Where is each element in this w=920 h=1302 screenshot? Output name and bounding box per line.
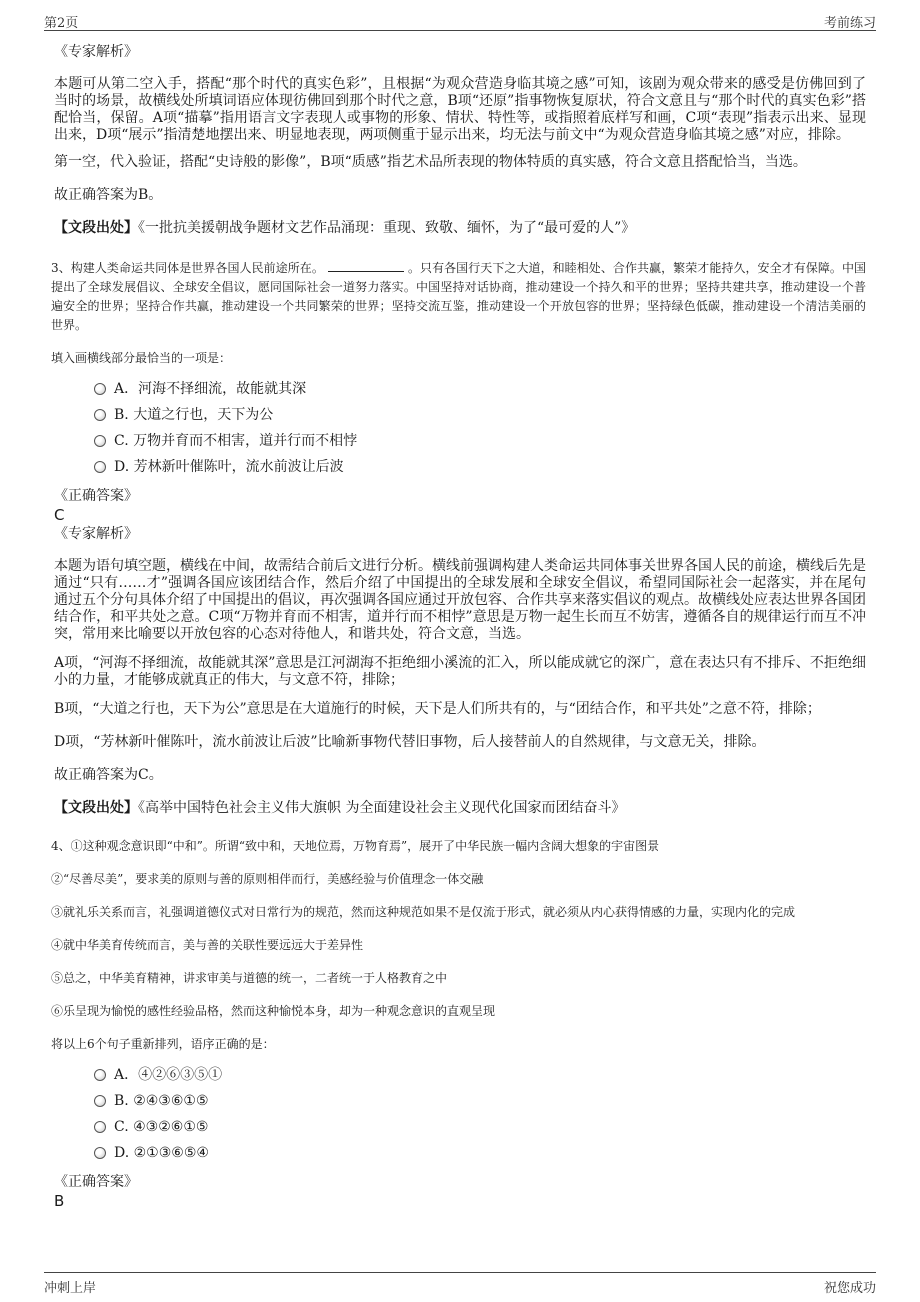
q4-sentence-5: ⑤总之，中华美育精神，讲求审美与道德的统一，二者统一于人格教育之中 bbox=[51, 971, 448, 985]
radio-icon[interactable] bbox=[94, 1121, 106, 1133]
q3-answer: C bbox=[54, 506, 65, 524]
q3-source-label: 【文段出处】 bbox=[54, 800, 138, 816]
q3-answer-label: 《正确答案》 bbox=[54, 488, 138, 504]
footer-right: 祝您成功 bbox=[823, 1281, 876, 1296]
q3-option-b[interactable] bbox=[94, 402, 866, 428]
q3-option-c-text: C. 万物并育而不相害，道并行而不相悖 bbox=[114, 433, 358, 449]
q4-answer-label: 《正确答案》 bbox=[54, 1174, 138, 1190]
radio-icon[interactable] bbox=[94, 1095, 106, 1107]
q3-option-c[interactable] bbox=[94, 428, 866, 454]
q4-prompt: 将以上6个句子重新排列，语序正确的是： bbox=[51, 1037, 275, 1051]
q2-analysis-p1: 本题可从第二空入手，搭配“那个时代的真实色彩”，且根据“为观众营造身临其境之感”可知，该剧为观众带来的感受是仿佛回到了当时的场景，故横线处所填词语应体现彷佛回到那个时代之意，B项“还原”指事物恢复原状，符合文意且与“那个时代的真实色彩”搭配恰当，保留。A项“描摹”指用语言文字表现人或事物的形象、情状、特性等，或指照着底样写和画，C项“表现”指表示出来、显现出来，D项“展示”指清楚地摆出来、明显地表现，两项侧重于显示出来，均无法与前文中“为观众营造身临其境之感”对应，排除。 bbox=[54, 76, 866, 143]
q3-stem-part1: 3、构建人类命运共同体是世界各国人民前途所在。 bbox=[51, 261, 324, 275]
q4-option-b[interactable] bbox=[94, 1088, 866, 1114]
q4-options bbox=[94, 1062, 866, 1166]
radio-icon[interactable] bbox=[94, 1069, 106, 1081]
q4-sentence-3: ③就礼乐关系而言，礼强调道德仪式对日常行为的规范，然而这种规范如果不是仅流于形式，就必须从内心获得情感的力量，实现内化的完成 bbox=[51, 905, 796, 919]
q2-expert-label: 《专家解析》 bbox=[54, 44, 138, 60]
q4-sentence-6: ⑥乐呈现为愉悦的感性经验品格，然而这种愉悦本身，却为一种观念意识的直观呈现 bbox=[51, 1004, 496, 1018]
q3-blank bbox=[328, 259, 404, 272]
q2-source bbox=[54, 220, 866, 237]
q3-option-d[interactable] bbox=[94, 454, 866, 480]
q3-option-d-text: D. 芳林新叶催陈叶，流水前波让后波 bbox=[114, 459, 344, 475]
q3-analysis-p1: 本题为语句填空题，横线在中间，故需结合前后文进行分析。横线前强调构建人类命运共同体事关世界各国人民的前途，横线后先是通过“只有……才”强调各国应该团结合作，然后介绍了中国提出的全球发展和全球安全倡议，希望同国际社会一起落实，并在尾句通过五个分句具体介绍了中国提出的倡议，再次强调各国应通过开放包容、合作共享来落实倡议的观点。故横线处应表达世界各国团结合作，和平共处之意。C项“万物并育而不相害，道并行而不相悖”意思是万物一起生长而互不妨害，遵循各自的规律运行而互不冲突，常用来比喻要以开放包容的心态对待他人，和谐共处，符合文意，当选。 bbox=[54, 558, 866, 642]
q3-analysis-a: A项，“河海不择细流，故能就其深”意思是江河湖海不拒绝细小溪流的汇入，所以能成就它的深广，意在表达只有不排斥、不拒绝细小的力量，才能够成就真正的伟大，与文意不符，排除； bbox=[54, 655, 866, 688]
q4-sentences bbox=[51, 837, 866, 1054]
q4-answer: B bbox=[54, 1192, 65, 1210]
q3-stem bbox=[51, 259, 866, 335]
q3-analysis-d: D项，“芳林新叶催陈叶，流水前波让后波”比喻新事物代替旧事物，后人接替前人的自然规律，与文意无关，排除。 bbox=[54, 734, 766, 750]
q4-sentence-2: ②“尽善尽美”，要求美的原则与善的原则相伴而行，美感经验与价值理念一体交融 bbox=[51, 872, 484, 886]
q2-conclusion: 故正确答案为B。 bbox=[54, 187, 163, 203]
q4-option-c[interactable] bbox=[94, 1114, 866, 1140]
radio-icon[interactable] bbox=[94, 435, 106, 447]
page-header bbox=[44, 8, 876, 31]
q4-option-b-text: B. ②④③⑥①⑤ bbox=[114, 1093, 209, 1109]
q3-option-a-text: A．河海不择细流，故能就其深 bbox=[114, 381, 307, 397]
q4-option-a[interactable] bbox=[94, 1062, 866, 1088]
q2-source-label: 【文段出处】 bbox=[54, 220, 138, 236]
q3-source bbox=[54, 800, 866, 817]
q4-option-a-text: A．④②⑥③⑤① bbox=[114, 1067, 223, 1083]
q3-conclusion: 故正确答案为C。 bbox=[54, 767, 163, 783]
q3-stem-part2: 。只有各国行天下之大道，和睦相处、合作共赢，繁荣才能持久，安全才有保障。中国提出了全球发展倡议、全球安全倡议，愿同国际社会一道努力落实。中国坚持对话协商，推动建设一个持久和平的世界；坚持共建共享，推动建设一个普遍安全的世界；坚持合作共赢，推动建设一个共同繁荣的世界；坚持交流互鉴，推动建设一个开放包容的世界；坚持绿色低碳，推动建设一个清洁美丽的世界。 bbox=[51, 261, 866, 332]
q3-option-b-text: B. 大道之行也，天下为公 bbox=[114, 407, 274, 423]
q4-sentence-4: ④就中华美育传统而言，美与善的关联性要远远大于差异性 bbox=[51, 938, 364, 952]
q3-option-a[interactable] bbox=[94, 376, 866, 402]
radio-icon[interactable] bbox=[94, 1147, 106, 1159]
radio-icon[interactable] bbox=[94, 409, 106, 421]
q2-analysis-p2: 第一空，代入验证，搭配“史诗般的影像”，B项“质感”指艺术品所表现的物体特质的真实感，符合文意且搭配恰当，当选。 bbox=[54, 154, 807, 170]
footer-left: 冲刺上岸 bbox=[44, 1281, 97, 1296]
document-body bbox=[51, 36, 866, 1210]
radio-icon[interactable] bbox=[94, 383, 106, 395]
q4-option-d-text: D. ②①③⑥⑤④ bbox=[114, 1145, 209, 1161]
q4-option-d[interactable] bbox=[94, 1140, 866, 1166]
q4-option-c-text: C. ④③②⑥①⑤ bbox=[114, 1119, 209, 1135]
q3-expert-label: 《专家解析》 bbox=[54, 526, 138, 542]
q2-source-text: 《一批抗美援朝战争题材文艺作品涌现：重现、致敬、缅怀，为了“最可爱的人”》 bbox=[138, 220, 636, 236]
q3-prompt: 填入画横线部分最恰当的一项是： bbox=[51, 351, 232, 365]
q3-source-text: 《高举中国特色社会主义伟大旗帜 为全面建设社会主义现代化国家而团结奋斗》 bbox=[138, 800, 626, 816]
radio-icon[interactable] bbox=[94, 461, 106, 473]
page-footer bbox=[44, 1272, 876, 1295]
header-title: 考前练习 bbox=[823, 16, 876, 31]
q4-sentence-1: 4、①这种观念意识即“中和”。所谓“致中和，天地位焉，万物育焉”，展开了中华民族一幅内含阔大想象的宇宙图景 bbox=[51, 839, 660, 853]
q3-options bbox=[94, 376, 866, 480]
q3-analysis-b: B项，“大道之行也，天下为公”意思是在大道施行的时候，天下是人们所共有的，与“团结合作，和平共处”之意不符，排除； bbox=[54, 701, 821, 717]
page-number: 第2页 bbox=[44, 16, 79, 31]
